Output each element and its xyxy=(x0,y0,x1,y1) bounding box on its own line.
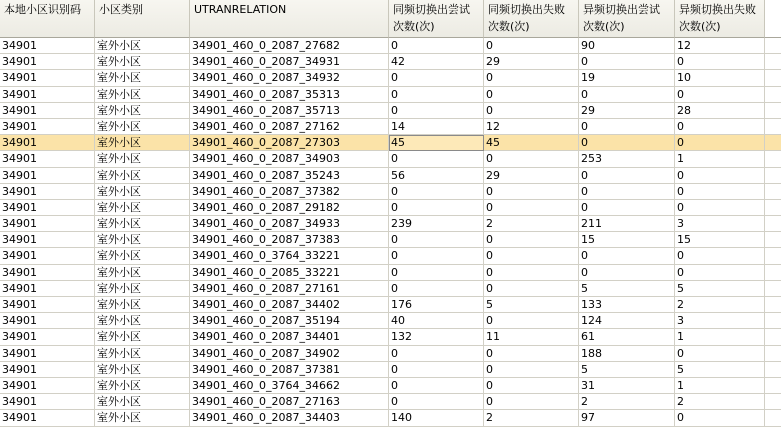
table-cell[interactable]: 56 xyxy=(389,168,484,184)
table-cell[interactable]: 61 xyxy=(579,329,675,345)
table-cell[interactable]: 34901_460_0_2087_35713 xyxy=(190,103,389,119)
row-filler xyxy=(765,200,781,216)
table-row[interactable] xyxy=(0,168,781,184)
table-cell[interactable]: 34901_460_0_2087_37383 xyxy=(190,232,389,248)
table-cell[interactable]: 133 xyxy=(579,297,675,313)
table-cell[interactable]: 0 xyxy=(389,87,484,103)
row-filler xyxy=(765,119,781,135)
table-cell[interactable]: 34901 xyxy=(0,346,95,362)
table-cell[interactable]: 34901_460_0_3764_34662 xyxy=(190,378,389,394)
table-cell[interactable]: 0 xyxy=(389,265,484,281)
table-cell[interactable]: 0 xyxy=(484,362,579,378)
table-row[interactable] xyxy=(0,70,781,86)
header-filler xyxy=(765,0,781,38)
table-cell[interactable]: 室外小区 xyxy=(95,362,190,378)
table-cell[interactable]: 3 xyxy=(675,216,765,232)
table-cell[interactable]: 10 xyxy=(675,70,765,86)
table-cell[interactable]: 132 xyxy=(389,329,484,345)
table-cell[interactable]: 0 xyxy=(484,281,579,297)
table-cell[interactable]: 0 xyxy=(579,119,675,135)
column-header-local-cell-id[interactable]: 本地小区识别码 xyxy=(0,0,95,38)
table-cell[interactable]: 室外小区 xyxy=(95,232,190,248)
table-cell[interactable]: 0 xyxy=(389,346,484,362)
table-cell[interactable]: 34901 xyxy=(0,232,95,248)
table-row[interactable] xyxy=(0,54,781,70)
table-cell[interactable]: 45 xyxy=(389,135,484,151)
table-cell[interactable]: 34901_460_0_2087_35313 xyxy=(190,87,389,103)
table-cell[interactable]: 34901_460_0_2087_27303 xyxy=(190,135,389,151)
table-cell[interactable]: 15 xyxy=(675,232,765,248)
table-row[interactable] xyxy=(0,119,781,135)
table-cell[interactable]: 34901 xyxy=(0,135,95,151)
row-filler xyxy=(765,313,781,329)
table-cell[interactable]: 0 xyxy=(389,70,484,86)
table-cell[interactable]: 34901 xyxy=(0,362,95,378)
table-cell[interactable]: 34901_460_0_2087_27163 xyxy=(190,394,389,410)
table-row[interactable] xyxy=(0,313,781,329)
table-cell[interactable]: 0 xyxy=(579,265,675,281)
table-cell[interactable]: 室外小区 xyxy=(95,216,190,232)
table-cell[interactable]: 0 xyxy=(484,38,579,54)
table-cell[interactable]: 室外小区 xyxy=(95,38,190,54)
table-row[interactable] xyxy=(0,38,781,54)
table-cell[interactable]: 室外小区 xyxy=(95,87,190,103)
table-cell[interactable]: 253 xyxy=(579,151,675,167)
table-cell[interactable]: 0 xyxy=(675,119,765,135)
table-cell[interactable]: 0 xyxy=(389,378,484,394)
table-cell[interactable]: 0 xyxy=(389,103,484,119)
table-cell[interactable]: 室外小区 xyxy=(95,313,190,329)
table-row[interactable] xyxy=(0,200,781,216)
table-cell[interactable]: 0 xyxy=(389,184,484,200)
table-cell[interactable]: 室外小区 xyxy=(95,168,190,184)
row-filler xyxy=(765,216,781,232)
column-header-intra-ho-failures[interactable]: 同频切换出失败次数(次) xyxy=(484,0,579,38)
row-filler xyxy=(765,378,781,394)
table-cell[interactable]: 34901 xyxy=(0,38,95,54)
table-cell[interactable]: 29 xyxy=(484,54,579,70)
table-cell[interactable]: 0 xyxy=(484,87,579,103)
row-filler xyxy=(765,248,781,264)
table-cell[interactable]: 0 xyxy=(579,168,675,184)
table-cell[interactable]: 0 xyxy=(579,135,675,151)
table-cell[interactable]: 34901_460_0_2087_34403 xyxy=(190,410,389,426)
table-cell[interactable]: 34901_460_0_2087_37381 xyxy=(190,362,389,378)
table-cell[interactable]: 97 xyxy=(579,410,675,426)
table-cell[interactable]: 0 xyxy=(484,232,579,248)
table-cell[interactable]: 0 xyxy=(675,135,765,151)
table-cell[interactable]: 34901_460_0_2087_27162 xyxy=(190,119,389,135)
row-filler xyxy=(765,297,781,313)
table-cell[interactable]: 34901 xyxy=(0,70,95,86)
row-filler xyxy=(765,232,781,248)
table-cell[interactable]: 5 xyxy=(675,281,765,297)
table-cell[interactable]: 0 xyxy=(579,87,675,103)
table-cell[interactable]: 34901_460_0_2087_34401 xyxy=(190,329,389,345)
table-row[interactable] xyxy=(0,346,781,362)
table-cell[interactable]: 0 xyxy=(484,151,579,167)
table-cell[interactable]: 34901 xyxy=(0,329,95,345)
table-row[interactable] xyxy=(0,394,781,410)
table-cell[interactable]: 0 xyxy=(389,200,484,216)
table-cell[interactable]: 0 xyxy=(484,265,579,281)
table-cell[interactable]: 12 xyxy=(484,119,579,135)
table-cell[interactable]: 室外小区 xyxy=(95,378,190,394)
table-cell[interactable]: 34901_460_0_2087_37382 xyxy=(190,184,389,200)
table-cell[interactable]: 34901_460_0_2087_27161 xyxy=(190,281,389,297)
table-cell[interactable]: 15 xyxy=(579,232,675,248)
row-filler xyxy=(765,135,781,151)
table-cell[interactable]: 34901_460_0_2087_35194 xyxy=(190,313,389,329)
table-cell[interactable]: 90 xyxy=(579,38,675,54)
table-cell[interactable]: 室外小区 xyxy=(95,394,190,410)
table-cell[interactable]: 0 xyxy=(389,362,484,378)
table-cell[interactable]: 0 xyxy=(675,184,765,200)
table-cell[interactable]: 176 xyxy=(389,297,484,313)
table-cell[interactable]: 34901_460_0_3764_33221 xyxy=(190,248,389,264)
table-cell[interactable]: 0 xyxy=(675,410,765,426)
row-filler xyxy=(765,54,781,70)
table-cell[interactable]: 34901_460_0_2087_34933 xyxy=(190,216,389,232)
table-cell[interactable]: 0 xyxy=(389,151,484,167)
row-filler xyxy=(765,103,781,119)
table-cell[interactable]: 28 xyxy=(675,103,765,119)
table-cell[interactable]: 2 xyxy=(484,216,579,232)
table-cell[interactable]: 211 xyxy=(579,216,675,232)
row-filler xyxy=(765,281,781,297)
table-cell[interactable]: 12 xyxy=(675,38,765,54)
table-cell[interactable]: 34901 xyxy=(0,378,95,394)
table-cell[interactable]: 0 xyxy=(675,248,765,264)
table-cell[interactable]: 34901 xyxy=(0,200,95,216)
table-cell[interactable]: 2 xyxy=(675,394,765,410)
row-filler xyxy=(765,329,781,345)
table-cell[interactable]: 室外小区 xyxy=(95,410,190,426)
column-header-utranrelation[interactable]: UTRANRELATION xyxy=(190,0,389,38)
row-filler xyxy=(765,265,781,281)
table-cell[interactable]: 34901_460_0_2087_34902 xyxy=(190,346,389,362)
table-cell[interactable]: 1 xyxy=(675,151,765,167)
table-cell[interactable]: 0 xyxy=(675,200,765,216)
table-cell[interactable]: 34901_460_0_2087_34402 xyxy=(190,297,389,313)
table-cell[interactable]: 34901 xyxy=(0,87,95,103)
table-cell[interactable]: 45 xyxy=(484,135,579,151)
row-filler xyxy=(765,70,781,86)
table-cell[interactable]: 0 xyxy=(484,184,579,200)
table-row[interactable] xyxy=(0,216,781,232)
table-cell[interactable]: 0 xyxy=(675,265,765,281)
table-cell[interactable]: 室外小区 xyxy=(95,151,190,167)
table-cell[interactable]: 0 xyxy=(579,200,675,216)
column-header-intra-ho-attempts[interactable]: 同频切换出尝试次数(次) xyxy=(389,0,484,38)
table-cell[interactable]: 3 xyxy=(675,313,765,329)
table-row[interactable] xyxy=(0,232,781,248)
table-cell[interactable]: 34901 xyxy=(0,248,95,264)
table-cell[interactable]: 0 xyxy=(484,313,579,329)
table-cell[interactable]: 34901 xyxy=(0,281,95,297)
table-cell[interactable]: 室外小区 xyxy=(95,265,190,281)
table-cell[interactable]: 0 xyxy=(389,281,484,297)
table-row[interactable] xyxy=(0,329,781,345)
table-cell[interactable]: 34901 xyxy=(0,265,95,281)
table-cell[interactable]: 34901_460_0_2087_29182 xyxy=(190,200,389,216)
table-cell[interactable]: 34901 xyxy=(0,151,95,167)
table-cell[interactable]: 34901 xyxy=(0,184,95,200)
table-row[interactable] xyxy=(0,297,781,313)
table-cell[interactable]: 239 xyxy=(389,216,484,232)
table-row[interactable] xyxy=(0,265,781,281)
table-row[interactable] xyxy=(0,281,781,297)
table-cell[interactable]: 0 xyxy=(484,200,579,216)
table-cell[interactable]: 140 xyxy=(389,410,484,426)
table-cell[interactable]: 34901 xyxy=(0,119,95,135)
table-cell[interactable]: 0 xyxy=(389,394,484,410)
row-filler xyxy=(765,184,781,200)
table-row[interactable] xyxy=(0,151,781,167)
table-cell[interactable]: 5 xyxy=(484,297,579,313)
row-filler xyxy=(765,362,781,378)
row-filler xyxy=(765,346,781,362)
table-row[interactable] xyxy=(0,378,781,394)
row-filler xyxy=(765,151,781,167)
table-row[interactable] xyxy=(0,103,781,119)
table-row[interactable] xyxy=(0,184,781,200)
table-cell[interactable]: 5 xyxy=(675,362,765,378)
table-cell[interactable]: 2 xyxy=(484,410,579,426)
table-cell[interactable]: 29 xyxy=(579,103,675,119)
row-filler xyxy=(765,87,781,103)
table-cell[interactable]: 0 xyxy=(675,87,765,103)
table-cell[interactable]: 0 xyxy=(675,168,765,184)
table-cell[interactable]: 0 xyxy=(579,248,675,264)
table-cell[interactable]: 34901 xyxy=(0,297,95,313)
table-cell[interactable]: 34901_460_0_2087_34903 xyxy=(190,151,389,167)
table-cell[interactable]: 5 xyxy=(579,362,675,378)
table-cell[interactable]: 0 xyxy=(484,103,579,119)
table-cell[interactable]: 0 xyxy=(484,394,579,410)
table-cell[interactable]: 0 xyxy=(389,232,484,248)
table-cell[interactable]: 124 xyxy=(579,313,675,329)
table-cell[interactable]: 室外小区 xyxy=(95,119,190,135)
table-cell[interactable]: 0 xyxy=(484,70,579,86)
table-row[interactable] xyxy=(0,87,781,103)
table-cell[interactable]: 0 xyxy=(579,184,675,200)
table-cell[interactable]: 19 xyxy=(579,70,675,86)
table-cell[interactable]: 40 xyxy=(389,313,484,329)
table-cell[interactable]: 34901_460_0_2087_34931 xyxy=(190,54,389,70)
table-cell[interactable]: 室外小区 xyxy=(95,281,190,297)
table-cell[interactable]: 11 xyxy=(484,329,579,345)
column-header-cell-type[interactable]: 小区类别 xyxy=(95,0,190,38)
table-cell[interactable]: 室外小区 xyxy=(95,103,190,119)
table-cell[interactable]: 0 xyxy=(675,346,765,362)
table-cell[interactable]: 34901 xyxy=(0,410,95,426)
column-header-inter-ho-failures[interactable]: 异频切换出失败次数(次) xyxy=(675,0,765,38)
table-cell[interactable]: 室外小区 xyxy=(95,297,190,313)
table-cell[interactable]: 室外小区 xyxy=(95,70,190,86)
header-row xyxy=(0,0,781,38)
table-cell[interactable]: 34901 xyxy=(0,103,95,119)
table-cell[interactable]: 0 xyxy=(484,378,579,394)
row-filler xyxy=(765,394,781,410)
table-cell[interactable]: 34901_460_0_2087_34932 xyxy=(190,70,389,86)
table-cell[interactable]: 室外小区 xyxy=(95,54,190,70)
table-cell[interactable]: 0 xyxy=(389,38,484,54)
table-cell[interactable]: 34901 xyxy=(0,168,95,184)
table-row[interactable] xyxy=(0,135,781,151)
grid-body xyxy=(0,38,781,427)
table-cell[interactable]: 31 xyxy=(579,378,675,394)
table-cell[interactable]: 0 xyxy=(675,54,765,70)
column-header-inter-ho-attempts[interactable]: 异频切换出尝试次数(次) xyxy=(579,0,675,38)
table-cell[interactable]: 14 xyxy=(389,119,484,135)
table-cell[interactable]: 室外小区 xyxy=(95,135,190,151)
table-cell[interactable]: 0 xyxy=(484,346,579,362)
table-cell[interactable]: 29 xyxy=(484,168,579,184)
row-filler xyxy=(765,38,781,54)
table-cell[interactable]: 0 xyxy=(484,248,579,264)
table-cell[interactable]: 1 xyxy=(675,378,765,394)
table-cell[interactable]: 42 xyxy=(389,54,484,70)
table-cell[interactable]: 室外小区 xyxy=(95,346,190,362)
table-cell[interactable]: 2 xyxy=(675,297,765,313)
table-cell[interactable]: 0 xyxy=(389,248,484,264)
table-row[interactable] xyxy=(0,362,781,378)
table-cell[interactable]: 室外小区 xyxy=(95,200,190,216)
table-cell[interactable]: 34901_460_0_2085_33221 xyxy=(190,265,389,281)
table-cell[interactable]: 1 xyxy=(675,329,765,345)
table-cell[interactable]: 34901 xyxy=(0,394,95,410)
table-cell[interactable]: 34901 xyxy=(0,54,95,70)
table-cell[interactable]: 0 xyxy=(579,54,675,70)
table-cell[interactable]: 2 xyxy=(579,394,675,410)
table-cell[interactable]: 室外小区 xyxy=(95,329,190,345)
row-filler xyxy=(765,168,781,184)
table-cell[interactable]: 34901_460_0_2087_35243 xyxy=(190,168,389,184)
table-cell[interactable]: 34901 xyxy=(0,216,95,232)
row-filler xyxy=(765,410,781,426)
table-cell[interactable]: 34901_460_0_2087_27682 xyxy=(190,38,389,54)
table-row[interactable] xyxy=(0,248,781,264)
table-cell[interactable]: 室外小区 xyxy=(95,248,190,264)
table-cell[interactable]: 5 xyxy=(579,281,675,297)
table-row[interactable] xyxy=(0,410,781,426)
table-cell[interactable]: 188 xyxy=(579,346,675,362)
table-cell[interactable]: 34901 xyxy=(0,313,95,329)
table-cell[interactable]: 室外小区 xyxy=(95,184,190,200)
